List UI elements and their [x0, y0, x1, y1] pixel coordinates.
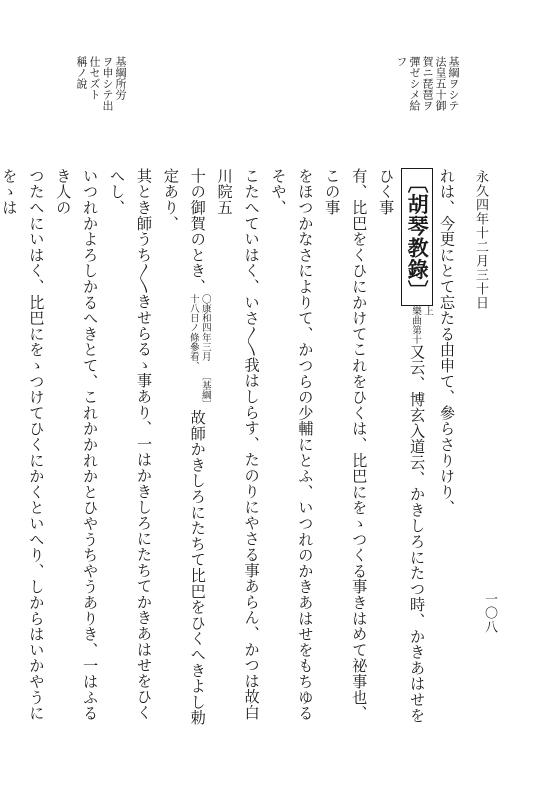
text-segment: 又云、博玄入道云、かきしろにたつ時、かきあはせをひく事 [377, 168, 427, 724]
text-line: 其とき師うち〳〵きせらるゝ事あり、一はかきしろにたちてかきあはせをひくへし、 [108, 168, 153, 721]
annotation-line: 十八日ノ條參看、 [187, 294, 199, 372]
text-line: いつれかよろしかるへきとて、これかかれかとひやうちやうありき、一はふるき人の [54, 168, 100, 721]
text-segment: 十の御賀のとき、 [188, 168, 207, 295]
headnote-left-line: 基綱所労 [114, 56, 127, 100]
headnote-right-line: 基綱ヲシテ [447, 56, 460, 111]
text-line: れは、今更にとて忘たる由申て、參らさりけり、 [438, 168, 456, 516]
text-line: つたへにいはく、比巴にをゝつけてひくにかくといへり、しからはいかやうにをゝは [0, 168, 46, 721]
text-segment: 故師かきしろにたちて比巴をひくへきよし勅定あり、 [161, 168, 207, 726]
headnote-left-line: 仕セズト [88, 56, 101, 100]
text-line: 有、比巴をくひにかけてこれをひくは、比巴にをゝつくる事きはめて祕事也、この事 [323, 168, 369, 721]
annotation-line: 上 [422, 305, 434, 316]
annotation-line: 樂曲第十 [410, 305, 422, 345]
headnote-right-line: 法皇五十御 [434, 56, 447, 111]
headnote-right-line: 賀ニ琵琶ヲ [421, 56, 434, 111]
headnote-left [75, 56, 127, 126]
text-line: こたへていはく、いさ〳〵我はしらす、たのりにやさる事あらん、かつは故白川院五 [215, 168, 261, 721]
headnote-right [395, 56, 460, 126]
text-line: をほつかなさによりて、かつらの少輔にとふ、いつれのかきあはせをもちゆるそや、 [269, 168, 315, 721]
headnote-left-line: ヲ申シテ出 [101, 56, 114, 111]
page-number: 一〇八 [482, 592, 497, 634]
running-header-date: 永久四年十二月三十日 [473, 170, 488, 310]
title-annotation [409, 306, 433, 344]
headnote-right-line: 彈ゼシメ給 [408, 56, 421, 111]
main-text [0, 168, 460, 728]
text-line [157, 168, 211, 728]
section-title: 〔胡琴教錄〕 [401, 168, 433, 306]
inline-annotation-name: 〔基綱〕 [199, 371, 211, 410]
text-line [372, 168, 433, 728]
annotation-line: 〇康和四年三月 [199, 294, 211, 362]
headnote-right-line: フ [395, 56, 408, 67]
headnote-left-line: 稱ノ說 [75, 56, 88, 89]
inline-annotation [187, 294, 211, 371]
